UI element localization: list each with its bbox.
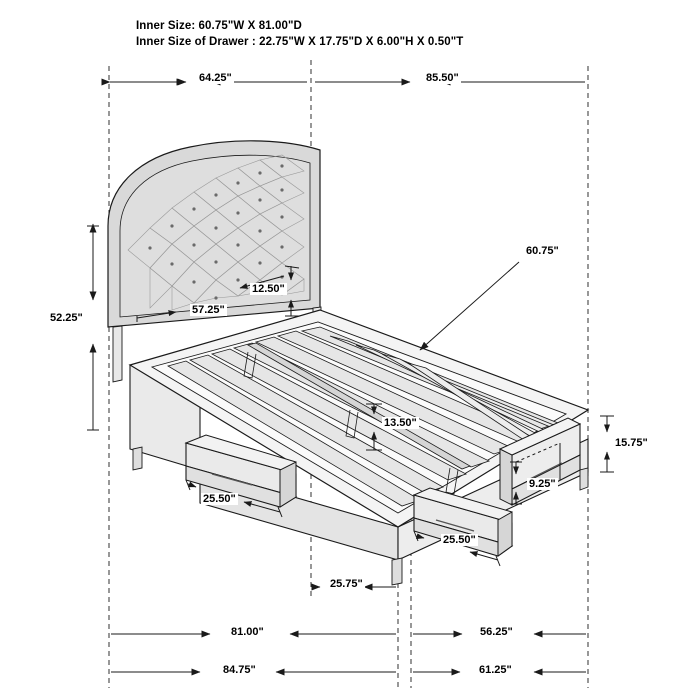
header-inner-size-drawer: Inner Size of Drawer : 22.75"W X 17.75"D X 6.00"H X 0.50"T: [136, 36, 464, 48]
dim-bottom-right-56: 56.25": [480, 626, 513, 638]
dim-top-right-span: 85.50": [426, 72, 459, 84]
dim-headboard-width: 57.25": [192, 304, 225, 316]
dim-bottom-left-81: 81.00": [231, 626, 264, 638]
bed-illustration: [108, 141, 588, 585]
dim-drawer-height: 9.25": [529, 478, 556, 490]
dim-right-drawer-width: 25.50": [443, 534, 476, 546]
dim-overall-left-84: 84.75": [223, 664, 256, 676]
dim-top-left-span: 64.25": [199, 72, 232, 84]
dim-overall-right-61: 61.25": [479, 664, 512, 676]
dim-slat-height: 13.50": [384, 417, 417, 429]
dim-depth-callout: 60.75": [526, 245, 559, 257]
dim-drawer-gap: 25.75": [330, 578, 363, 590]
dim-rail-to-slat: 12.50": [252, 283, 285, 295]
dim-left-drawer-width: 25.50": [203, 493, 236, 505]
dim-side-rail-height: 15.75": [615, 437, 648, 449]
header-inner-size: Inner Size: 60.75"W X 81.00"D: [136, 20, 302, 32]
dim-headboard-height: 52.25": [50, 312, 83, 324]
